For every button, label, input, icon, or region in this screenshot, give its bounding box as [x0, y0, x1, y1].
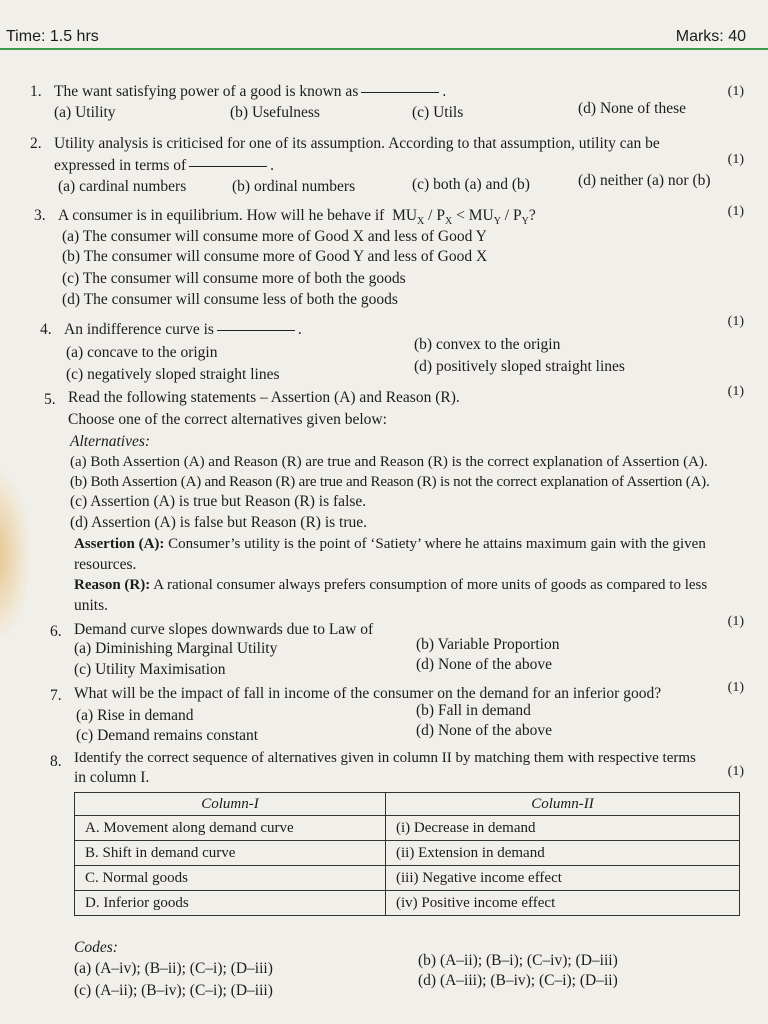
alternative-a: (a) Both Assertion (A) and Reason (R) are true and Reason (R) is the correct explanation of Assertion (A). [70, 454, 708, 470]
question-marks: (1) [727, 152, 744, 167]
option-a: (a) Utility [54, 104, 116, 121]
header-rule [0, 48, 768, 50]
reason-text-line2: units. [74, 597, 109, 614]
question-marks: (1) [727, 84, 744, 99]
question-text: A consumer is in equilibrium. How will he behave if $MU_X / P_X < MU_Y / P_Y$? [58, 207, 536, 228]
question-marks: (1) [727, 680, 744, 695]
table-cell: C. Normal goods [75, 866, 386, 891]
question-text: What will be the impact of fall in income of the consumer on the demand for an inferior good? [74, 685, 662, 702]
column-2-header: Column-II [386, 793, 740, 816]
question-marks: (1) [727, 764, 744, 779]
assertion-text: Assertion (A): Consumer’s utility is the point of ‘Satiety’ where he attains maximum gain with the given [74, 536, 706, 552]
code-d: (d) (A–iii); (B–iv); (C–i); (D–ii) [418, 972, 618, 989]
page-glare [0, 470, 30, 640]
question-text: Demand curve slopes downwards due to Law of [74, 621, 374, 638]
option-b: (b) Fall in demand [416, 702, 531, 719]
question-text: Identify the correct sequence of alternatives given in column II by matching them with respective terms [74, 750, 696, 766]
option-a: (a) The consumer will consume more of Good X and less of Good Y [62, 228, 487, 245]
option-a: (a) cardinal numbers [58, 178, 187, 195]
question-text-line2: expressed in terms of . [54, 157, 275, 174]
mu-formula: $MU_X / P_X < MU_Y / P_Y$? [392, 207, 536, 228]
question-text: Read the following statements – Assertion (A) and Reason (R). [68, 389, 460, 406]
option-a: (a) Diminishing Marginal Utility [74, 640, 278, 657]
column-1-header: Column-I [75, 793, 386, 816]
option-d: (d) neither (a) nor (b) [578, 172, 711, 189]
option-c: (c) Demand remains constant [76, 727, 259, 744]
table-cell: B. Shift in demand curve [75, 841, 386, 866]
alternatives-heading: Alternatives: [70, 433, 151, 450]
assertion-text-line2: resources. [74, 556, 137, 573]
reason-text: Reason (R): A rational consumer always prefers consumption of more units of goods as compared to less [74, 577, 708, 593]
question-number: 8. [50, 753, 62, 770]
question-instruction: Choose one of the correct alternatives given below: [68, 411, 387, 428]
option-c: (c) The consumer will consume more of both the goods [62, 270, 406, 287]
question-marks: (1) [727, 614, 744, 629]
code-c: (c) (A–ii); (B–iv); (C–i); (D–iii) [74, 982, 273, 999]
option-c: (c) Utility Maximisation [74, 661, 226, 678]
table-row [75, 866, 740, 891]
page-header [0, 24, 768, 48]
codes-heading: Codes: [74, 939, 118, 956]
question-text: Utility analysis is criticised for one of its assumption. According to that assumption, utility can be [54, 135, 660, 152]
option-d: (d) The consumer will consume less of both the goods [62, 291, 398, 308]
table-cell: A. Movement along demand curve [75, 816, 386, 841]
option-d: (d) None of the above [416, 722, 553, 739]
option-b: (b) ordinal numbers [232, 178, 356, 195]
question-marks: (1) [727, 204, 744, 219]
question-number: 2. [30, 135, 42, 152]
time-label: Time: 1.5 hrs [6, 28, 99, 45]
option-b: (b) The consumer will consume more of Good Y and less of Good X [62, 248, 488, 265]
alternative-b: (b) Both Assertion (A) and Reason (R) are true and Reason (R) is not the correct explanation of Assertion (A). [70, 474, 710, 490]
option-b: (b) Variable Proportion [416, 636, 560, 653]
question-number: 4. [40, 321, 52, 338]
code-b: (b) (A–ii); (B–i); (C–iv); (D–iii) [418, 952, 618, 969]
table-header-row [75, 793, 740, 816]
table-cell: (iii) Negative income effect [386, 866, 740, 891]
option-a: (a) concave to the origin [66, 344, 218, 361]
question-number: 3. [34, 207, 46, 224]
question-text-line2: in column I. [74, 769, 150, 786]
table-row [75, 891, 740, 916]
question-number: 5. [44, 391, 56, 408]
question-marks: (1) [727, 314, 744, 329]
table-row [75, 816, 740, 841]
option-c: (c) both (a) and (b) [412, 176, 530, 193]
option-d: (d) positively sloped straight lines [414, 358, 625, 375]
table-row [75, 841, 740, 866]
table-cell: D. Inferior goods [75, 891, 386, 916]
option-b: (b) Usefulness [230, 104, 320, 121]
alternative-c: (c) Assertion (A) is true but Reason (R) is false. [70, 493, 367, 510]
question-number: 7. [50, 687, 62, 704]
option-c: (c) negatively sloped straight lines [66, 366, 280, 383]
question-marks: (1) [727, 384, 744, 399]
option-a: (a) Rise in demand [76, 707, 194, 724]
table-cell: (iv) Positive income effect [386, 891, 740, 916]
question-number: 6. [50, 623, 62, 640]
code-a: (a) (A–iv); (B–ii); (C–i); (D–iii) [74, 960, 273, 977]
marks-total: Marks: 40 [675, 28, 746, 45]
option-d: (d) None of the above [416, 656, 553, 673]
alternative-d: (d) Assertion (A) is false but Reason (R) is true. [70, 514, 368, 531]
option-d: (d) None of these [578, 100, 687, 117]
question-text: The want satisfying power of a good is known as . [54, 83, 447, 100]
table-cell: (i) Decrease in demand [386, 816, 740, 841]
matching-table [74, 792, 740, 916]
table-cell: (ii) Extension in demand [386, 841, 740, 866]
question-number: 1. [30, 83, 42, 100]
question-text: An indifference curve is . [64, 321, 302, 338]
option-c: (c) Utils [412, 104, 464, 121]
option-b: (b) convex to the origin [414, 336, 561, 353]
